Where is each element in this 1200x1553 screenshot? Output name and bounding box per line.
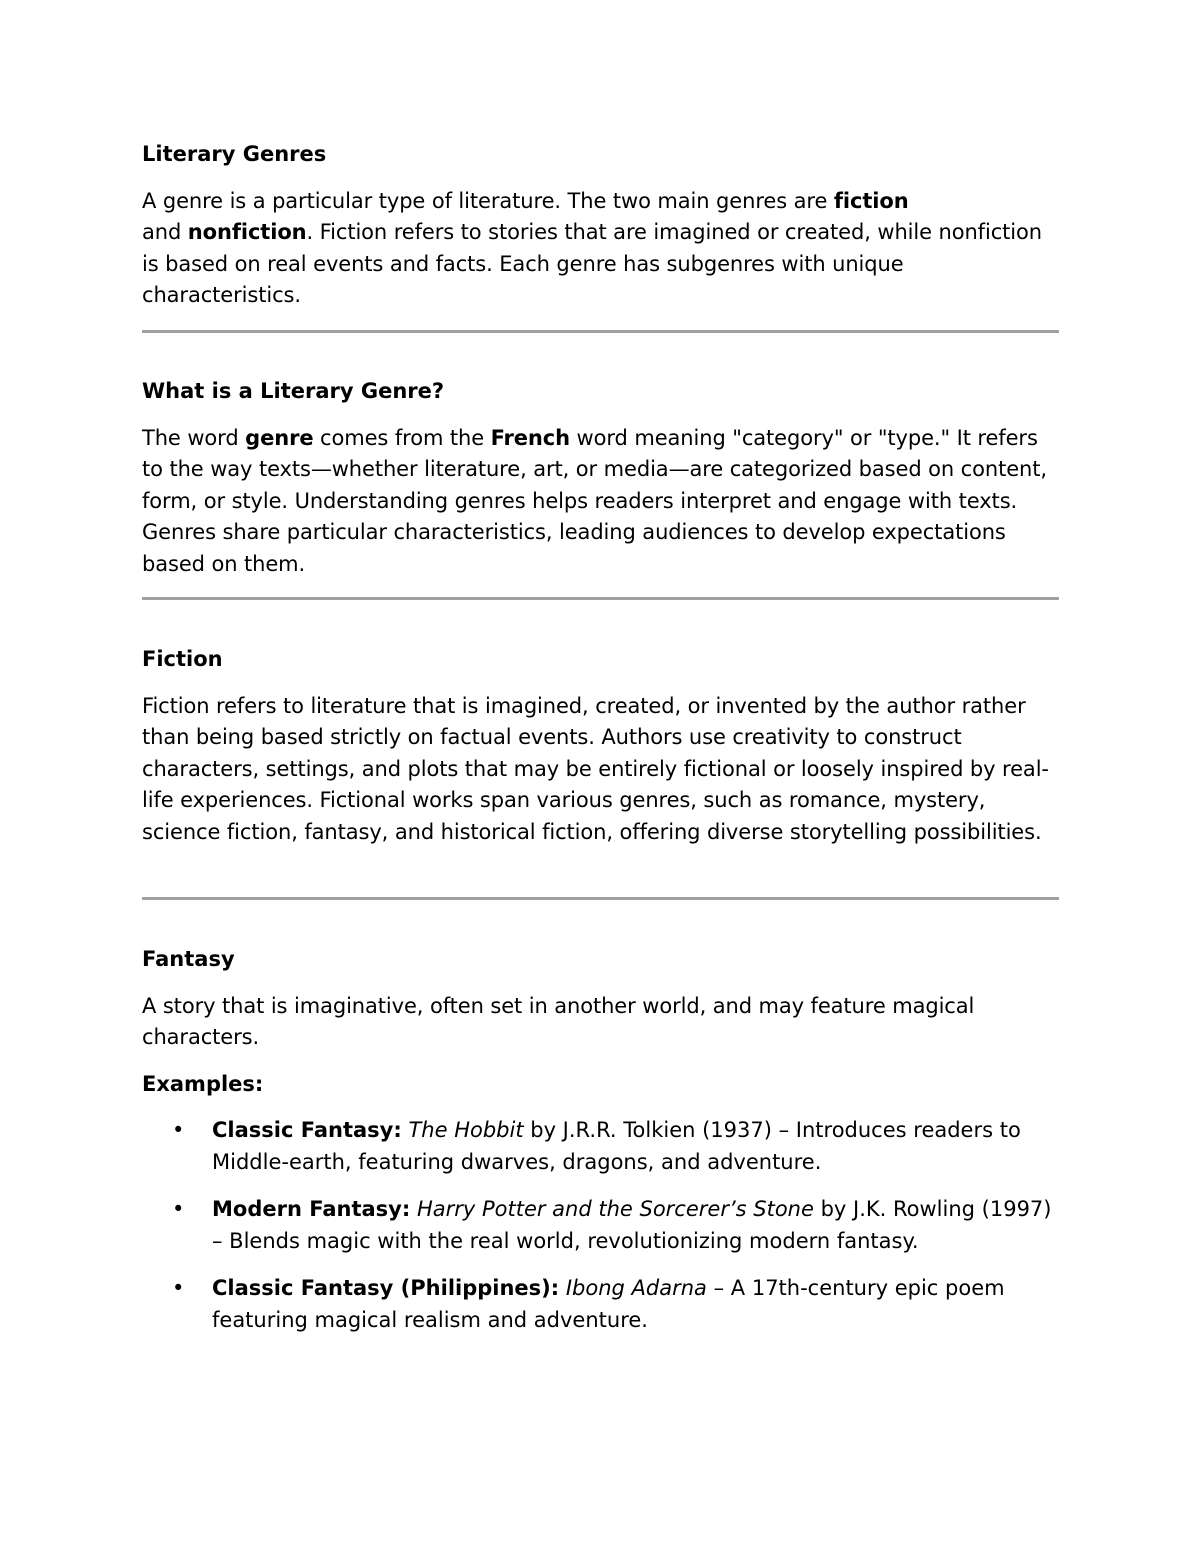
section-fiction (142, 644, 1058, 848)
bold-term-genre: genre (245, 425, 314, 450)
example-title: Harry Potter and the Sorcerer’s Stone (416, 1197, 814, 1221)
list-item (142, 1273, 1058, 1336)
text-run: comes from the (313, 425, 491, 450)
heading-fantasy: Fantasy (142, 947, 235, 971)
example-label: Classic Fantasy: (212, 1118, 402, 1142)
divider (142, 897, 1059, 900)
list-item (142, 1115, 1058, 1178)
example-title: The Hobbit (408, 1118, 524, 1142)
text-run: . Fiction refers to stories that are imagined or created, while nonfiction is based on real events and facts. Each genre has subgenres with unique characteristics. (142, 220, 1042, 307)
heading-fiction: Fiction (142, 647, 223, 671)
example-label: Modern Fantasy: (212, 1197, 411, 1221)
text-run: The word (142, 425, 246, 450)
example-description: by J.R.R. Tolkien (1937) – Introduces readers to Middle-earth, featuring dwarves, dragons, and adventure. (212, 1118, 1021, 1174)
section-fantasy (142, 944, 1058, 1336)
paragraph-fantasy: A story that is imaginative, often set in another world, and may feature magical characters. (142, 993, 975, 1049)
list-item (142, 1194, 1058, 1257)
example-title: Ibong Adarna (565, 1276, 707, 1300)
heading-literary-genres: Literary Genres (142, 142, 327, 166)
bold-term-fiction: fiction (833, 188, 909, 213)
divider (142, 330, 1059, 333)
text-run: A genre is a particular type of literature. The two main genres are (142, 188, 834, 213)
example-description: by J.K. Rowling (1997) – Blends magic with the real world, revolutionizing modern fantasy. (212, 1197, 1052, 1253)
paragraph-genre-definition (142, 423, 1058, 581)
paragraph-intro (142, 186, 1058, 312)
bullet-icon: • (172, 1118, 185, 1142)
paragraph-fiction: Fiction refers to literature that is imagined, created, or invented by the author rather than being based strictly on factual events. Authors use creativity to construct characters, settings, and plots that may be entirely fictional or loosely inspired by real-life experiences. Fictional works span various genres, such as romance, mystery, science fiction, fantasy, and historical fiction, offering diverse storytelling possibilities. (142, 693, 1049, 844)
bold-term-nonfiction: nonfiction (187, 220, 307, 244)
section-what-is-genre (142, 376, 1058, 580)
bullet-icon: • (172, 1197, 185, 1221)
divider (142, 597, 1059, 600)
text-run: word meaning "category" or "type." It refers to the way texts—whether literature, art, or media—are categorized based on content, form, or style. Understanding genres helps readers interpret and engage with texts. Genres share particular characteristics, leading audiences to develop expectations based on them. (142, 425, 1047, 576)
examples-list (142, 1115, 1058, 1336)
example-label: Classic Fantasy (Philippines): (212, 1276, 560, 1300)
text-run: and (142, 220, 188, 244)
heading-what-is-genre: What is a Literary Genre? (142, 379, 445, 403)
example-description: – A 17th-century epic poem featuring magical realism and adventure. (212, 1276, 1005, 1332)
bold-term-french: French (490, 425, 570, 450)
bullet-icon: • (172, 1276, 185, 1300)
examples-label: Examples: (142, 1071, 264, 1096)
section-literary-genres (142, 139, 1058, 312)
